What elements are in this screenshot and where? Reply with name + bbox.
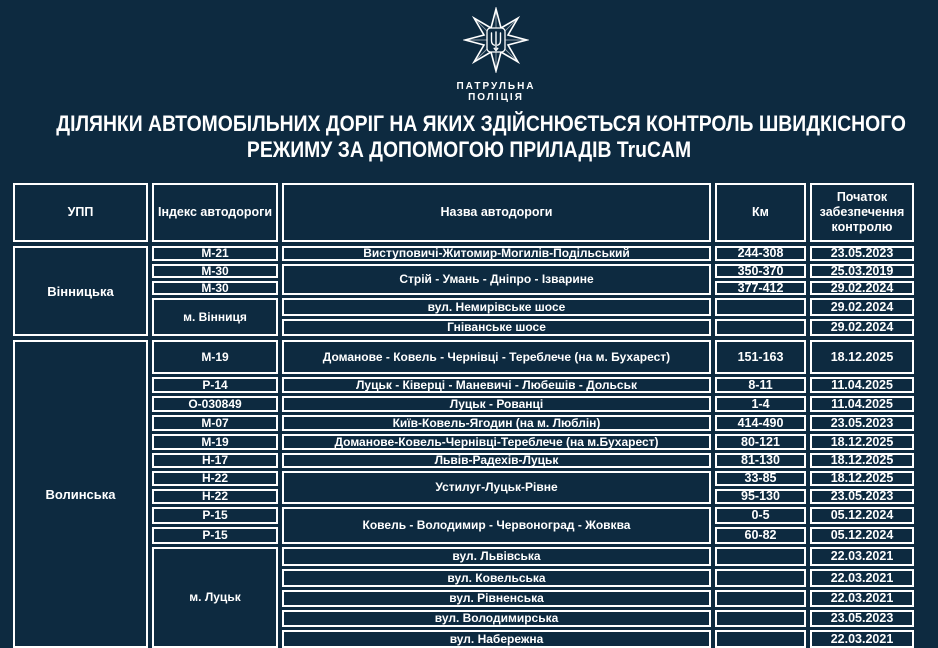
km-cell [715, 569, 806, 587]
km-cell [715, 319, 806, 336]
road-name-cell: Львів-Радехів-Луцьк [282, 453, 711, 468]
road-name-cell: Доманове-Ковель-Чернівці-Тереблече (на м.Бухарест) [282, 434, 711, 450]
km-cell [715, 298, 806, 316]
road-index-cell: М-21 [152, 246, 278, 261]
km-cell: 33-85 [715, 471, 806, 486]
km-cell: 1-4 [715, 396, 806, 412]
km-cell: 151-163 [715, 340, 806, 374]
road-index-cell: М-30 [152, 264, 278, 278]
control-start-date-cell: 29.02.2024 [810, 319, 914, 336]
km-cell [715, 630, 806, 648]
km-cell: 350-370 [715, 264, 806, 278]
control-start-date-cell: 29.02.2024 [810, 298, 914, 316]
control-start-date-cell: 22.03.2021 [810, 590, 914, 607]
control-start-date-cell: 05.12.2024 [810, 527, 914, 544]
road-name-cell: вул. Володимирська [282, 610, 711, 627]
road-index-cell: Н-17 [152, 453, 278, 468]
road-index-cell: М-19 [152, 340, 278, 374]
road-index-cell: М-19 [152, 434, 278, 450]
table-header-row [13, 183, 915, 242]
header-area [0, 0, 938, 163]
road-name-cell: вул. Немирівське шосе [282, 298, 711, 316]
control-start-date-cell: 18.12.2025 [810, 340, 914, 374]
control-start-date-cell: 22.03.2021 [810, 569, 914, 587]
control-start-date-cell: 23.05.2023 [810, 610, 914, 627]
road-name-cell: Київ-Ковель-Ягодин (на м. Люблін) [282, 415, 711, 431]
header-road-name: Назва автодороги [282, 183, 711, 242]
table-sections [13, 246, 915, 648]
km-cell: 8-11 [715, 377, 806, 393]
km-cell: 0-5 [715, 507, 806, 524]
km-cell: 80-121 [715, 434, 806, 450]
km-cell: 244-308 [715, 246, 806, 261]
km-cell: 95-130 [715, 489, 806, 504]
control-start-date-cell: 18.12.2025 [810, 453, 914, 468]
header-region: УПП [13, 183, 148, 242]
control-start-date-cell: 22.03.2021 [810, 547, 914, 566]
km-cell [715, 590, 806, 607]
patrol-police-logo [27, 0, 938, 103]
road-name-cell: Луцьк - Рованці [282, 396, 711, 412]
road-name-cell: вул. Рівненська [282, 590, 711, 607]
road-name-cell: Виступовичі-Житомир-Могилів-Подільський [282, 246, 711, 261]
road-name-cell: Ковель - Володимир - Червоноград - Жовква [282, 507, 711, 544]
control-start-date-cell: 18.12.2025 [810, 471, 914, 486]
road-name-cell: Луцьк - Ківерці - Маневичі - Любешів - Дольськ [282, 377, 711, 393]
road-index-cell: М-30 [152, 281, 278, 295]
control-start-date-cell: 11.04.2025 [810, 377, 914, 393]
patrol-police-star-icon [463, 7, 529, 73]
road-name-cell: вул. Ковельська [282, 569, 711, 587]
km-cell [715, 547, 806, 566]
control-start-date-cell: 23.05.2023 [810, 246, 914, 261]
road-index-cell: М-07 [152, 415, 278, 431]
km-cell: 377-412 [715, 281, 806, 295]
road-name-cell: Доманове - Ковель - Чернівці - Тереблече (на м. Бухарест) [282, 340, 711, 374]
page-title [0, 111, 938, 163]
km-cell: 60-82 [715, 527, 806, 544]
control-start-date-cell: 18.12.2025 [810, 434, 914, 450]
logo-caption [27, 81, 938, 103]
road-name-cell: Гніванське шосе [282, 319, 711, 336]
page-title-line2: РЕЖИМУ ЗА ДОПОМОГОЮ ПРИЛАДІВ TruCAM [246, 137, 692, 162]
road-index-cell: Н-22 [152, 471, 278, 486]
region-cell: Вінницька [13, 246, 148, 336]
control-start-date-cell: 05.12.2024 [810, 507, 914, 524]
road-name-cell: Стрій - Умань - Дніпро - Ізварине [282, 264, 711, 295]
page-title-line1: ДІЛЯНКИ АВТОМОБІЛЬНИХ ДОРІГ НА ЯКИХ ЗДІЙСНЮЄТЬСЯ КОНТРОЛЬ ШВИДКІСНОГО [56, 111, 907, 136]
header-road-index: Індекс автодороги [152, 183, 278, 242]
road-name-cell: Устилуг-Луцьк-Рівне [282, 471, 711, 504]
control-start-date-cell: 11.04.2025 [810, 396, 914, 412]
table-section-1 [13, 340, 915, 648]
road-index-cell: м. Луцьк [152, 547, 278, 648]
road-name-cell: вул. Львівська [282, 547, 711, 566]
control-start-date-cell: 29.02.2024 [810, 281, 914, 295]
logo-caption-line2: ПОЛІЦІЯ [468, 92, 524, 103]
road-index-cell: м. Вінниця [152, 298, 278, 336]
control-start-date-cell: 23.05.2023 [810, 415, 914, 431]
road-index-cell: Р-14 [152, 377, 278, 393]
header-km: Км [715, 183, 806, 242]
table-section-0 [13, 246, 915, 336]
control-start-date-cell: 23.05.2023 [810, 489, 914, 504]
speed-control-table [13, 183, 915, 648]
header-control-start: Початок забезпечення контролю [810, 183, 914, 242]
road-index-cell: О-030849 [152, 396, 278, 412]
km-cell: 414-490 [715, 415, 806, 431]
region-cell: Волинська [13, 340, 148, 648]
road-name-cell: вул. Набережна [282, 630, 711, 648]
logo-caption-line1: ПАТРУЛЬНА [456, 81, 536, 92]
control-start-date-cell: 25.03.2019 [810, 264, 914, 278]
control-start-date-cell: 22.03.2021 [810, 630, 914, 648]
km-cell [715, 610, 806, 627]
km-cell: 81-130 [715, 453, 806, 468]
road-index-cell: Р-15 [152, 527, 278, 544]
road-index-cell: Р-15 [152, 507, 278, 524]
road-index-cell: Н-22 [152, 489, 278, 504]
